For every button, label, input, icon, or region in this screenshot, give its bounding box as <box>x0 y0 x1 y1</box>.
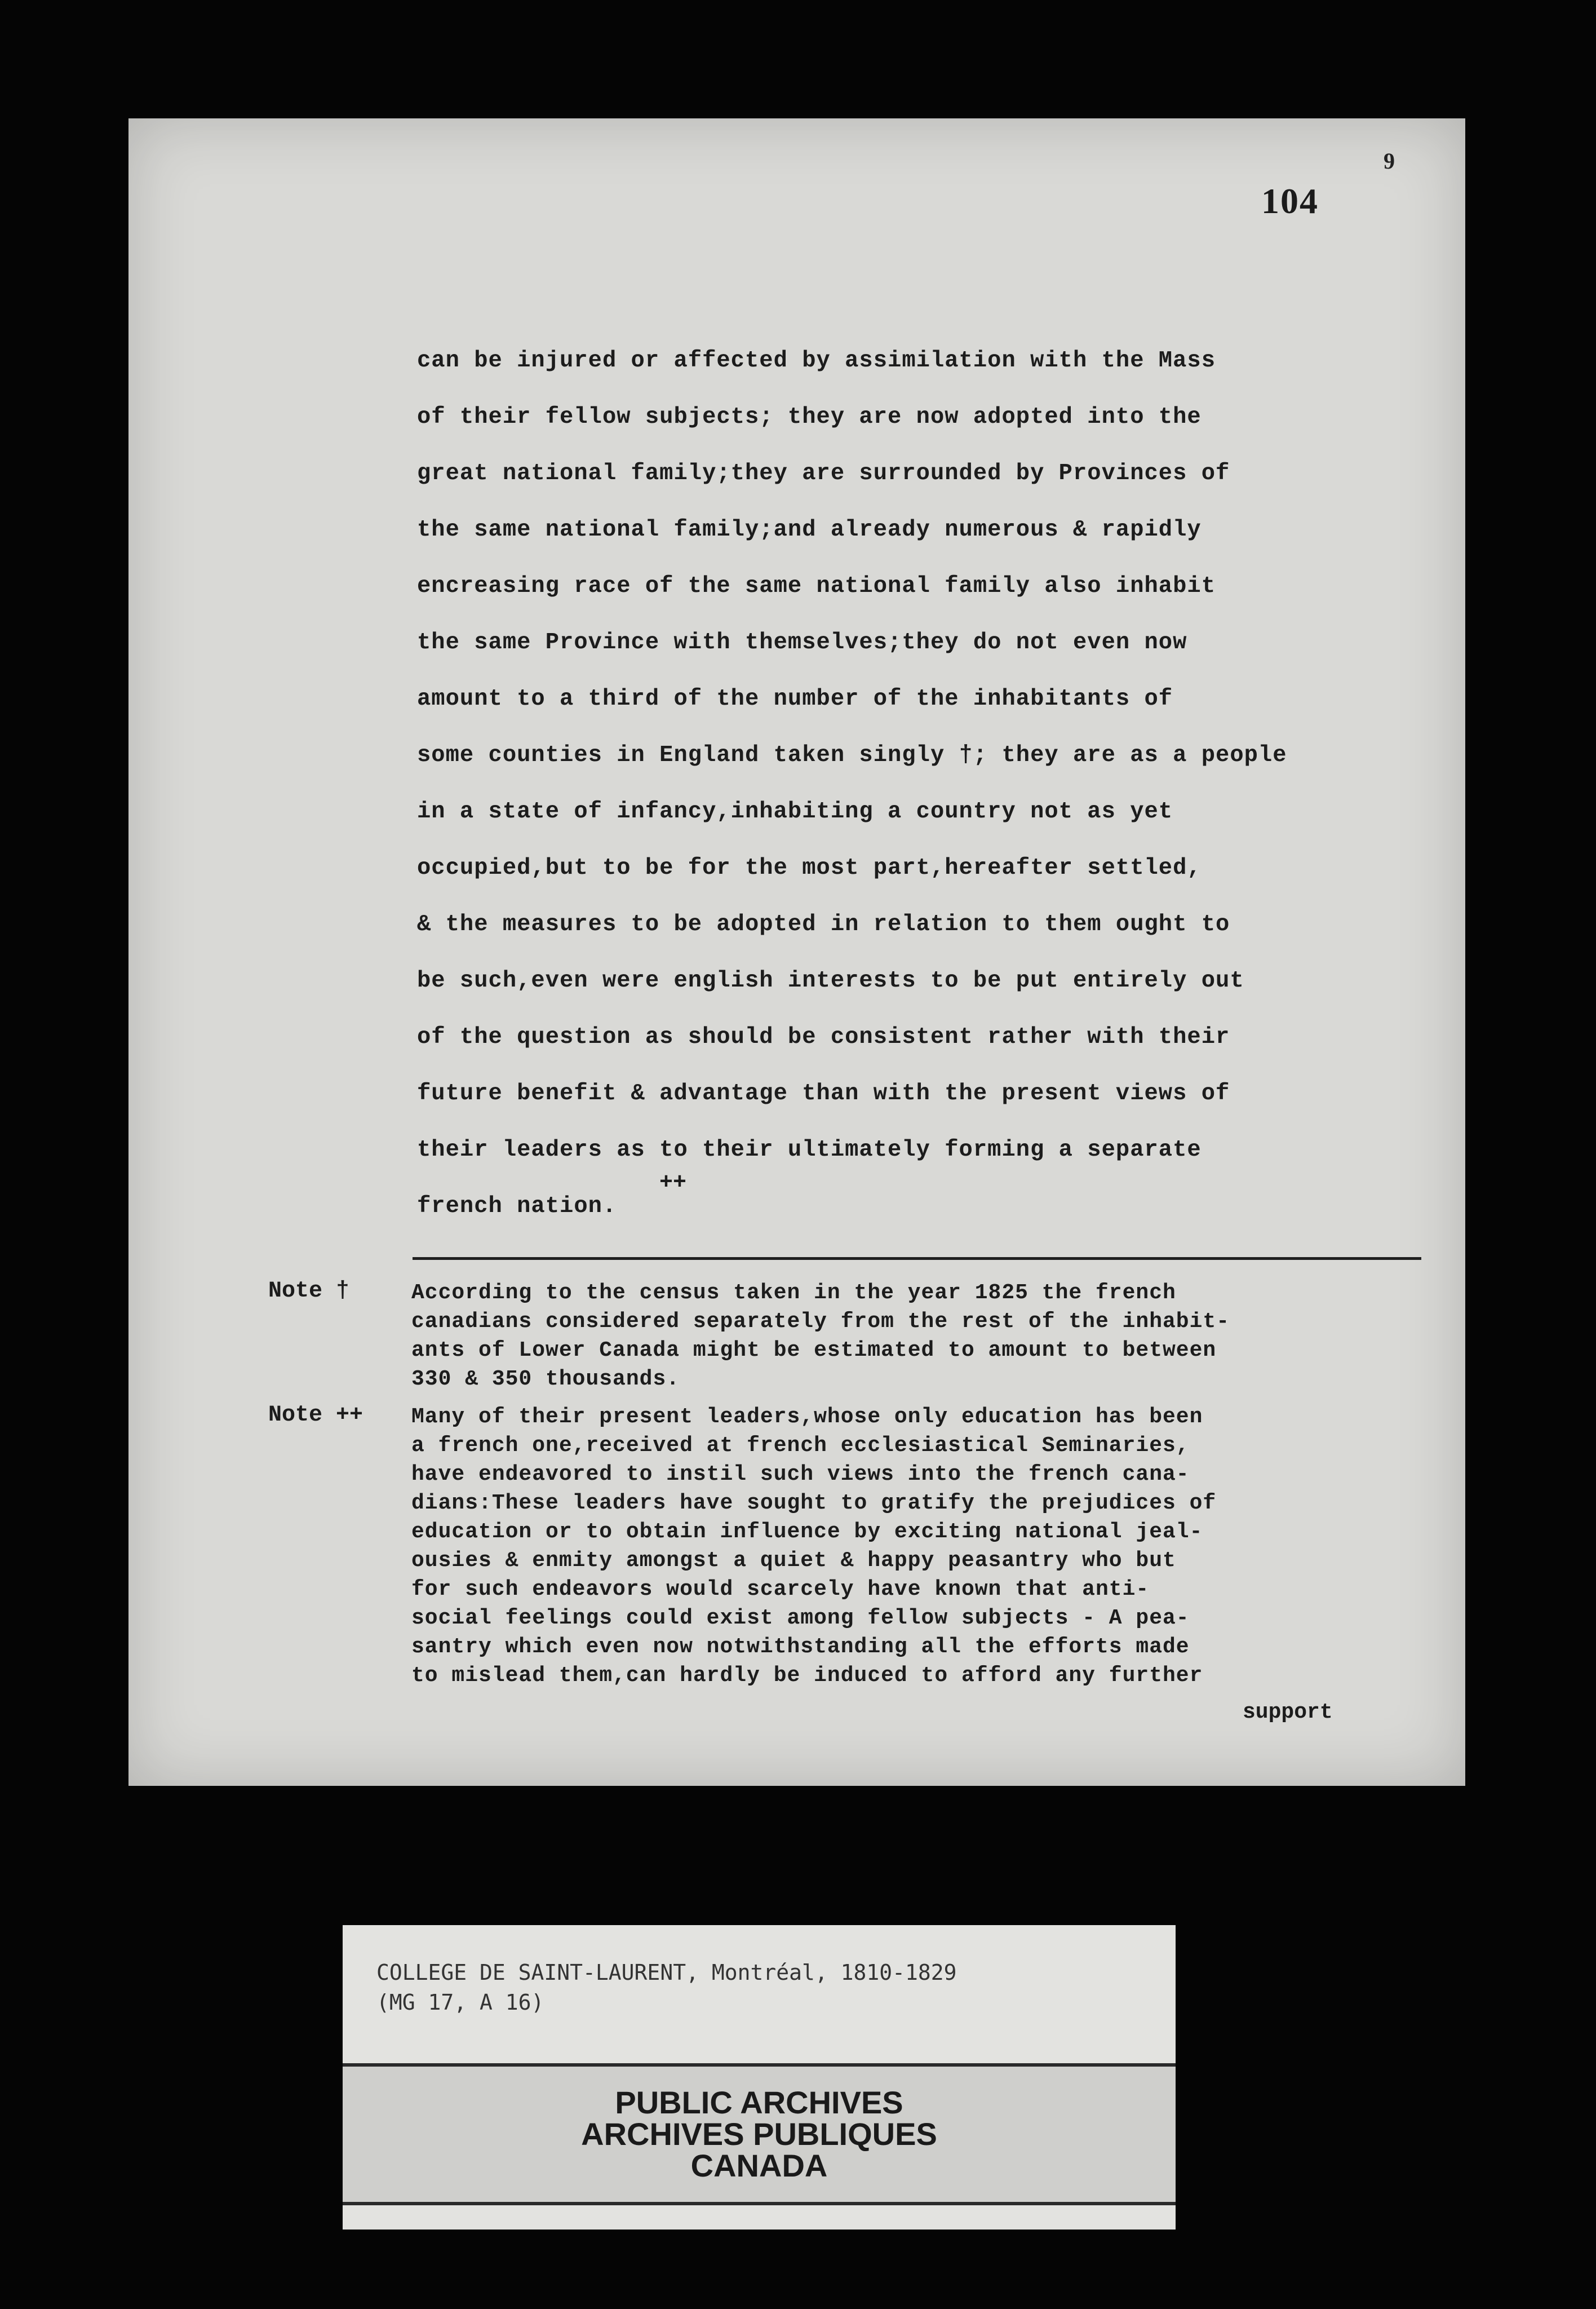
text-line: in a state of infancy,inhabiting a country not as yet <box>417 799 1173 825</box>
text-line: & the measures to be adopted in relation to them ought to <box>417 912 1230 937</box>
text-line: their leaders as to their ultimately forming a separate <box>417 1137 1202 1163</box>
collection-title: COLLEGE DE SAINT-LAURENT, Montréal, 1810-1829 <box>376 1960 957 1985</box>
page-number: 104 <box>1261 181 1319 221</box>
footnote-label: Note ++ <box>268 1403 363 1428</box>
collection-reference: (MG 17, A 16) <box>376 1990 544 2015</box>
footnote-line: canadians considered separately from the rest of the inhabit- <box>411 1310 1230 1334</box>
corner-mark: 9 <box>1384 148 1395 174</box>
footnote-label: Note † <box>268 1279 350 1304</box>
catch-word: support <box>1243 1700 1333 1724</box>
footnote-divider <box>413 1257 1421 1260</box>
footnote-line: to mislead them,can hardly be induced to afford any further <box>411 1664 1203 1688</box>
footnote-line: dians:These leaders have sought to gratify the prejudices of <box>411 1491 1217 1515</box>
stamp-line: CANADA <box>690 2148 828 2183</box>
text-line: amount to a third of the number of the inhabitants of <box>417 686 1173 712</box>
footnote-text <box>411 1279 1230 1394</box>
footnote-line: for such endeavors would scarcely have known that anti- <box>411 1577 1150 1602</box>
archive-label-card <box>343 1925 1176 2230</box>
footnote-line: education or to obtain influence by exciting national jeal- <box>411 1520 1203 1544</box>
footnote-line: ousies & enmity amongst a quiet & happy peasantry who but <box>411 1549 1176 1573</box>
text-line: of their fellow subjects; they are now adopted into the <box>417 404 1202 430</box>
text-line: some counties in England taken singly †; they are as a people <box>417 742 1287 768</box>
text-line: encreasing race of the same national family also inhabit <box>417 573 1216 599</box>
footnote-text <box>411 1403 1216 1690</box>
text-line: can be injured or affected by assimilation with the Mass <box>417 348 1216 374</box>
footnote-line: social feelings could exist among fellow subjects - A pea- <box>411 1606 1190 1630</box>
text-line: french nation. <box>417 1193 617 1219</box>
footnote-line: 330 & 350 thousands. <box>411 1367 680 1391</box>
footnote-line: According to the census taken in the year 1825 the french <box>411 1281 1176 1305</box>
footnote-line: santry which even now notwithstanding all the efforts made <box>411 1635 1190 1659</box>
text-line: future benefit & advantage than with the present views of <box>417 1081 1230 1107</box>
stamp-line: ARCHIVES PUBLIQUES <box>581 2116 937 2152</box>
stamp-line: PUBLIC ARCHIVES <box>615 2085 903 2120</box>
footnote-line: ants of Lower Canada might be estimated to amount to between <box>411 1338 1217 1363</box>
text-line: the same Province with themselves;they do not even now <box>417 630 1187 656</box>
archives-stamp <box>343 2063 1176 2205</box>
text-line: of the question as should be consistent rather with their <box>417 1024 1230 1050</box>
text-line: be such,even were english interests to be put entirely out <box>417 968 1244 994</box>
footnote-line: have endeavored to instil such views into the french cana- <box>411 1462 1190 1487</box>
text-line: the same national family;and already numerous & rapidly <box>417 517 1202 543</box>
body-text <box>417 333 1454 1235</box>
footnote-line: a french one,received at french ecclesiastical Seminaries, <box>411 1434 1190 1458</box>
text-line: great national family;they are surrounded by Provinces of <box>417 461 1230 486</box>
footnote-reference-mark: ++ <box>659 1170 687 1196</box>
text-line: occupied,but to be for the most part,hereafter settled, <box>417 855 1202 881</box>
footnote-line: Many of their present leaders,whose only education has been <box>411 1405 1203 1429</box>
